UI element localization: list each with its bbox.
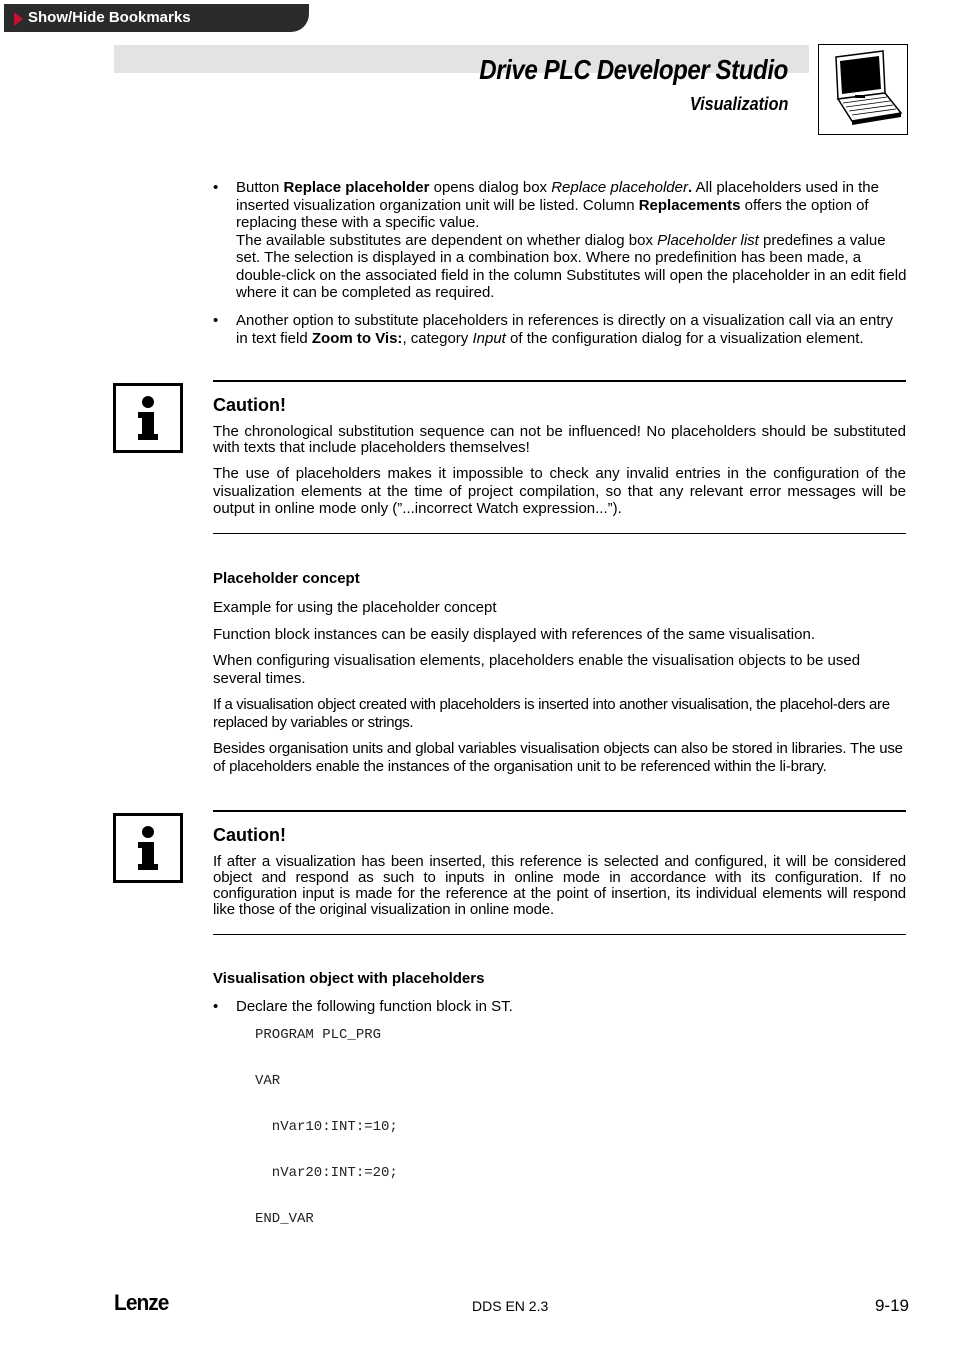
page-subtitle: Visualization	[689, 94, 788, 114]
page-title: Drive PLC Developer Studio	[479, 54, 788, 85]
divider	[213, 380, 906, 382]
caution-paragraph: The chronological substitution sequence can not be influenced! No placeholders should be substituted with texts that include placeholders themselves!	[213, 423, 906, 456]
paragraph: Example for using the placeholder concept	[213, 599, 497, 616]
code-line: nVar20:INT:=20;	[255, 1165, 398, 1181]
info-icon	[113, 383, 183, 453]
bullet-dot: •	[213, 998, 219, 1015]
triangle-right-icon	[14, 12, 23, 26]
text-run: Button	[236, 179, 284, 196]
caution-paragraph: If after a visualization has been inserted, this reference is selected and configured, it will be considered object and respond as such to inputs in online mode in accordance with its configuration. If no configuration input is made for the reference at the point of insertion, its individual elements will respond like those of the original visualization in online mode.	[213, 853, 906, 918]
bullet-dot: •	[213, 179, 219, 196]
text-run: opens dialog box	[429, 179, 552, 196]
code-line: PROGRAM PLC_PRG	[255, 1027, 382, 1043]
bookmarks-label: Show/Hide Bookmarks	[28, 9, 191, 26]
text-run: Zoom to Vis:	[311, 329, 403, 347]
section-heading: Visualisation object with placeholders	[213, 970, 485, 987]
caution-text	[213, 424, 906, 527]
text-run: , category	[402, 329, 473, 347]
divider	[213, 934, 906, 935]
text-run: All placeholders used in the inserted visualization organization unit will be listed. Column	[236, 179, 879, 214]
caution-title: Caution!	[213, 825, 286, 845]
info-icon	[113, 813, 183, 883]
paragraph: Besides organisation units and global variables visualisation objects can also be stored in libraries. The use of placeholders enable the instances of the organisation unit to be referenced within the li-brary.	[213, 740, 903, 775]
text-run: predefines a value set. The selection is displayed in a combination box. Where no predefinition has been made, a double-click on the associated field in the column Substitutes will open the placeholder in an edit field where it can be completed as required.	[236, 231, 907, 301]
bullet-dot: •	[213, 312, 219, 329]
laptop-icon	[818, 44, 908, 135]
bullet-replace-placeholder	[236, 179, 908, 302]
paragraph: Function block instances can be easily displayed with references of the same visualisation.	[213, 625, 815, 643]
code-line: VAR	[255, 1073, 281, 1089]
code-line: nVar10:INT:=10;	[255, 1119, 398, 1135]
text-run: Placeholder list	[657, 231, 759, 249]
text-run: offers the option of replacing these with a specific value.	[236, 196, 869, 231]
code-line: END_VAR	[255, 1211, 314, 1227]
text-run: Another option to substitute placeholders in references is directly on a visualization call via an entry in text field	[236, 312, 894, 347]
text-run: Replace placeholder	[283, 179, 430, 196]
placeholder-concept-text	[213, 599, 909, 784]
divider	[213, 533, 906, 534]
text-run: Replacements	[638, 196, 741, 214]
section-heading: Placeholder concept	[213, 570, 360, 587]
show-hide-bookmarks-button[interactable]	[4, 4, 309, 32]
bullet-declare: Declare the following function block in ST.	[236, 998, 513, 1015]
document-id: DDS EN 2.3	[472, 1298, 549, 1314]
text-run: of the configuration dialog for a visualization element.	[505, 329, 864, 347]
caution-text	[213, 854, 906, 927]
page-number: 9-19	[874, 1296, 909, 1315]
divider	[213, 810, 906, 812]
paragraph: If a visualisation object created with placeholders is inserted into another visualisation, the placehol-ders are replaced by variables or strings.	[213, 696, 890, 731]
text-run: Input	[472, 329, 506, 347]
caution-title: Caution!	[213, 395, 286, 415]
text-run: The available substitutes are dependent on whether dialog box	[236, 231, 658, 249]
lenze-logo: Lenze	[114, 1290, 169, 1315]
text-run: .	[687, 179, 693, 196]
text-run: Replace placeholder	[551, 179, 688, 196]
paragraph: When configuring visualisation elements, placeholders enable the visualisation objects to be used several times.	[213, 652, 861, 687]
caution-paragraph: The use of placeholders makes it impossible to check any invalid entries in the configuration of the visualization elements at the time of project compilation, so that any relevant error messages will be output in online mode only (”...incorrect Watch expression...”).	[213, 465, 906, 517]
bullet-zoom-to-vis	[236, 312, 908, 347]
